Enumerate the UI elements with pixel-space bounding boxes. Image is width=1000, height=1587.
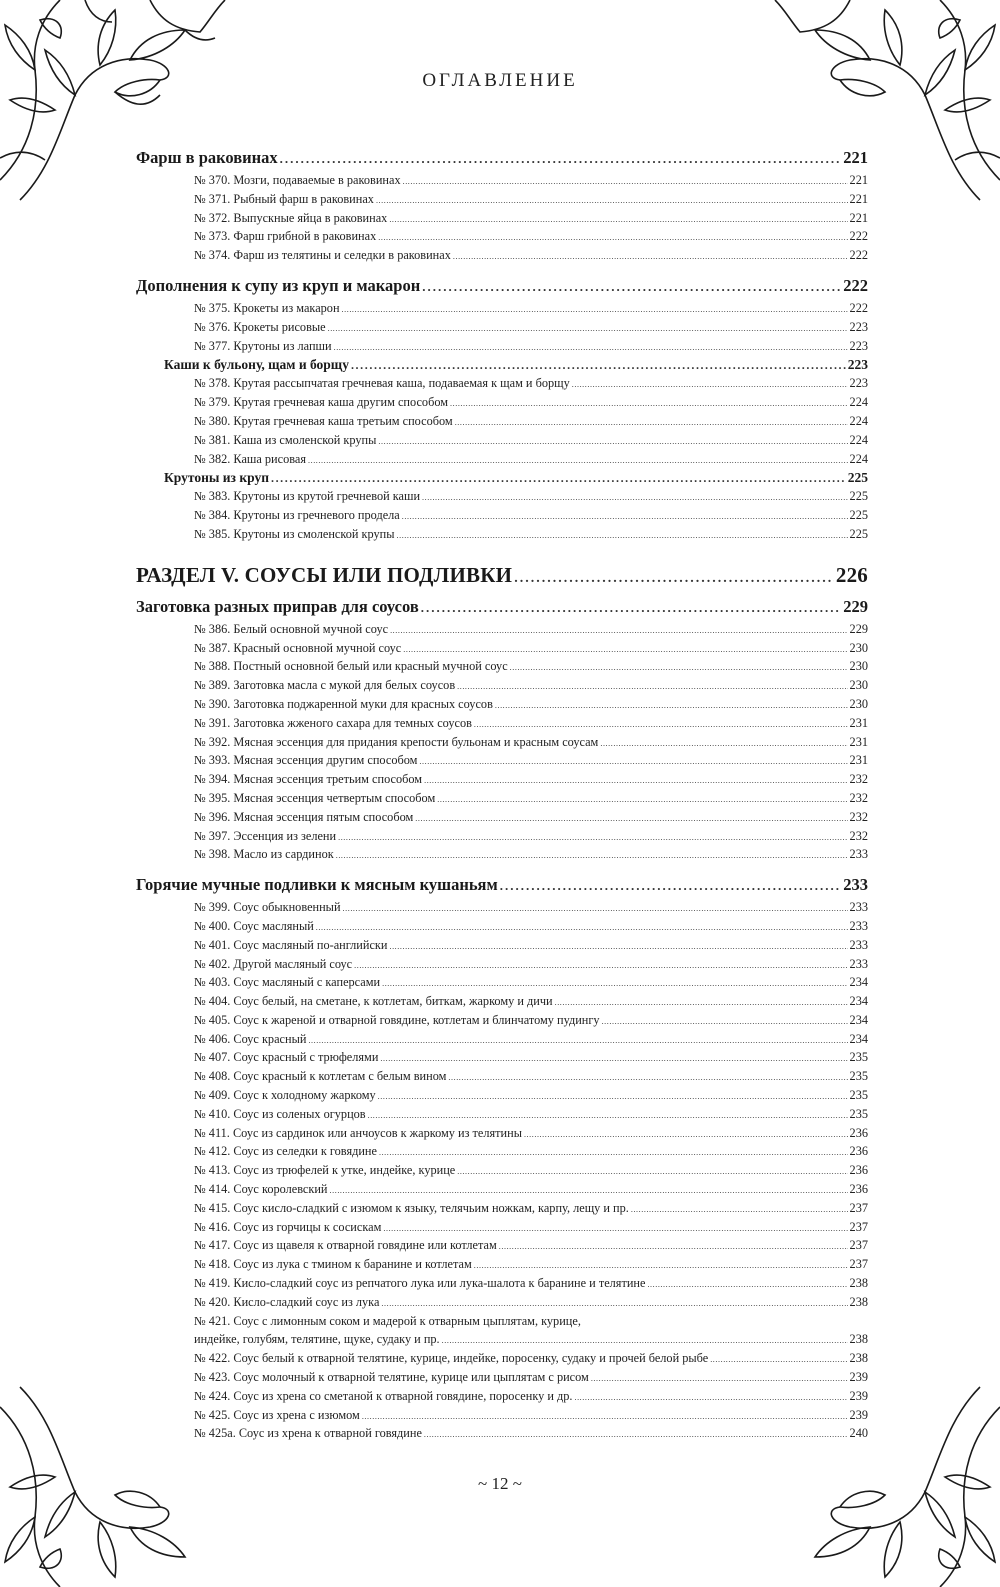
leader-dots: [383, 1218, 847, 1237]
toc-entry[interactable]: [136, 393, 868, 412]
toc-entry-title: № 373. Фарш грибной в раковинах: [194, 229, 377, 244]
leader-dots: [495, 695, 848, 714]
toc-entry-title: № 386. Белый основной мучной соус: [194, 621, 389, 636]
leader-dots: [499, 1236, 848, 1255]
toc-page-number: 222: [849, 229, 868, 244]
toc-section-heading[interactable]: [136, 273, 868, 299]
toc-entry-title: № 401. Соус масляный по-английски: [194, 937, 388, 952]
toc-page-number: 225: [847, 470, 868, 486]
leader-dots: [328, 318, 848, 337]
toc-entry-title: № 385. Крутоны из смоленской крупы: [194, 526, 395, 541]
toc-entry[interactable]: [136, 770, 868, 789]
toc-entry-title: № 402. Другой масляный соус: [194, 956, 353, 971]
leader-dots: [424, 770, 847, 789]
leader-dots: [336, 845, 848, 864]
toc-entry-title: № 403. Соус масляный с каперсами: [194, 975, 381, 990]
toc-entry-title: № 416. Соус из горчицы к сосискам: [194, 1219, 382, 1234]
toc-entry-title: № 380. Крутая гречневая каша третьим способом: [194, 413, 453, 428]
toc-entry-title: № 394. Мясная эссенция третьим способом: [194, 772, 423, 787]
leader-dots: [342, 299, 848, 318]
toc-entry[interactable]: [136, 1086, 868, 1105]
toc-entry-title: № 422. Соус белый к отварной телятине, курице, индейке, поросенку, судаку и прочей белой рыбе: [194, 1351, 709, 1366]
toc-entry[interactable]: [136, 973, 868, 992]
toc-part-heading[interactable]: [136, 558, 868, 592]
toc-page-number: 223: [849, 338, 868, 353]
leader-dots: [378, 1086, 848, 1105]
leader-dots: [381, 1293, 847, 1312]
toc-page-number: 223: [849, 319, 868, 334]
toc-entry[interactable]: [136, 1105, 868, 1124]
leader-dots: [631, 1199, 848, 1218]
leader-dots: [457, 676, 847, 695]
leader-dots: [455, 412, 848, 431]
toc-page-number: 233: [849, 900, 868, 915]
toc-entry[interactable]: [136, 620, 868, 639]
toc-entry-continuation[interactable]: [136, 1330, 868, 1349]
toc-entry[interactable]: [136, 1067, 868, 1086]
toc-entry[interactable]: [136, 1124, 868, 1143]
leader-dots: [397, 525, 848, 544]
leader-dots: [419, 751, 847, 770]
toc-page-number: 239: [849, 1370, 868, 1385]
toc-entry-title: № 405. Соус к жареной и отварной говядине, котлетам и блинчатому пудингу: [194, 1012, 600, 1027]
toc-page-number: 229: [849, 621, 868, 636]
toc-entry[interactable]: [136, 808, 868, 827]
leader-dots: [572, 374, 848, 393]
toc-page-number: 221: [849, 210, 868, 225]
toc-section-title: Дополнения к супу из круп и макарон: [136, 275, 421, 295]
toc-page-number: 221: [849, 173, 868, 187]
toc-entry[interactable]: [136, 171, 868, 190]
toc-page-number: 224: [849, 432, 868, 447]
leader-dots: [362, 1406, 848, 1425]
leader-dots: [647, 1274, 847, 1293]
toc-entry[interactable]: [136, 639, 868, 658]
toc-page-number: 229: [843, 596, 868, 616]
toc-page-number: 231: [849, 715, 868, 730]
toc-page-number: 232: [849, 809, 868, 824]
toc-page-number: 221: [843, 148, 868, 167]
toc-entry[interactable]: [136, 1218, 868, 1237]
toc-page-number: 232: [849, 772, 868, 787]
leader-dots: [422, 273, 841, 299]
toc-page-number: 232: [849, 828, 868, 843]
toc-entry-title: № 378. Крутая рассыпчатая гречневая каша, подаваемая к щам и борщу: [194, 376, 570, 391]
leader-dots: [389, 936, 847, 955]
leader-dots: [421, 594, 842, 620]
leader-dots: [403, 171, 848, 190]
toc-entry-title: № 379. Крутая гречневая каша другим способом: [194, 395, 449, 410]
toc-entry[interactable]: [136, 1030, 868, 1049]
toc-entry-title: № 414. Соус королевский: [194, 1182, 328, 1197]
toc-page-number: 236: [849, 1182, 868, 1197]
toc-entry[interactable]: [136, 412, 868, 431]
toc-entry[interactable]: [136, 1011, 868, 1030]
leader-dots: [382, 973, 847, 992]
leader-dots: [448, 1067, 847, 1086]
leader-dots: [390, 620, 847, 639]
toc-page-number: 239: [849, 1388, 868, 1403]
leader-dots: [500, 872, 842, 898]
toc-page-number: 237: [849, 1257, 868, 1272]
toc-page-number: 236: [849, 1144, 868, 1159]
toc-page-number: 231: [849, 753, 868, 768]
toc-page-number: 234: [849, 994, 868, 1009]
toc-entry[interactable]: [136, 1424, 868, 1443]
toc-entry[interactable]: [136, 1368, 868, 1387]
toc-entry-title: № 407. Соус красный с трюфелями: [194, 1050, 379, 1065]
toc-section-title: Фарш в раковинах: [136, 148, 278, 167]
toc-entry[interactable]: [136, 209, 868, 228]
toc-entry-title: № 376. Крокеты рисовые: [194, 319, 326, 334]
leader-dots: [389, 209, 847, 228]
toc-subsection-title: Крутоны из круп: [164, 470, 269, 486]
leader-dots: [402, 506, 848, 525]
toc-entry[interactable]: [136, 431, 868, 450]
leader-dots: [368, 1105, 848, 1124]
toc-entry-title: № 370. Мозги, подаваемые в раковинах: [194, 173, 401, 187]
toc-page-number: 225: [849, 508, 868, 523]
toc-entry-title: № 411. Соус из сардинок или анчоусов к жаркому из телятины: [194, 1125, 522, 1140]
leader-dots: [474, 1255, 848, 1274]
toc-entry-title: № 399. Соус обыкновенный: [194, 900, 341, 915]
toc-page-number: 234: [849, 1031, 868, 1046]
toc-entry[interactable]: [136, 318, 868, 337]
leader-dots: [442, 1330, 848, 1349]
toc-page-number: 237: [849, 1200, 868, 1215]
leader-dots: [330, 1180, 848, 1199]
toc-entry-title: № 406. Соус красный: [194, 1031, 307, 1046]
toc-entry-title: № 424. Соус из хрена со сметаной к отварной говядине, поросенку и др.: [194, 1388, 573, 1403]
toc-entry-title: № 387. Красный основной мучной соус: [194, 640, 402, 655]
toc-entry[interactable]: [136, 190, 868, 209]
toc-entry[interactable]: [136, 733, 868, 752]
toc-entry-title: № 420. Кисло-сладкий соус из лука: [194, 1294, 380, 1309]
toc-page-number: 237: [849, 1238, 868, 1253]
toc-entry[interactable]: [136, 1236, 868, 1255]
leader-dots: [376, 190, 848, 209]
toc-page-number: 226: [835, 562, 868, 587]
toc-page-number: 238: [849, 1351, 868, 1366]
toc-section-title: Заготовка разных приправ для соусов: [136, 596, 419, 616]
leader-dots: [308, 450, 848, 469]
toc-page-number: 233: [849, 937, 868, 952]
toc-entry[interactable]: [136, 487, 868, 506]
toc-subsection-title: Каши к бульону, щам и борщу: [164, 357, 349, 373]
toc-page-number: 235: [849, 1050, 868, 1065]
toc-page-number: 231: [849, 734, 868, 749]
toc-page-number: 237: [849, 1219, 868, 1234]
toc-entry[interactable]: [136, 827, 868, 846]
toc-page-number: 235: [849, 1088, 868, 1103]
toc-entry-title: № 396. Мясная эссенция пятым способом: [194, 809, 414, 824]
toc-entry-title: № 375. Крокеты из макарон: [194, 300, 340, 315]
toc-page-number: 239: [849, 1407, 868, 1422]
toc-page-number: 233: [849, 956, 868, 971]
toc-entry-title: № 395. Мясная эссенция четвертым способом: [194, 790, 436, 805]
toc-entry-title: № 413. Соус из трюфелей к утке, индейке, курице: [194, 1163, 456, 1178]
toc-entry[interactable]: [136, 992, 868, 1011]
toc-page-number: 224: [849, 413, 868, 428]
toc-page-number: 236: [849, 1125, 868, 1140]
toc-entry-title: № 412. Соус из селедки к говядине: [194, 1144, 377, 1159]
leader-dots: [450, 393, 848, 412]
leader-dots: [271, 468, 846, 487]
toc-entry-title: № 417. Соус из щавеля к отварной говядине или котлетам: [194, 1238, 497, 1253]
toc-entry-title: № 421. Соус с лимонным соком и мадерой к отварным цыплятам, курице,: [194, 1313, 581, 1328]
toc-entry[interactable]: [136, 374, 868, 393]
toc-entry-title: № 382. Каша рисовая: [194, 451, 306, 466]
toc-entry[interactable]: [136, 1406, 868, 1425]
toc-page-number: 233: [849, 918, 868, 933]
toc-subsection-heading[interactable]: [136, 468, 868, 487]
toc-entry-title: № 383. Крутоны из крутой гречневой каши: [194, 489, 421, 504]
toc-page-number: 238: [849, 1294, 868, 1309]
toc-entry-title: № 389. Заготовка масла с мукой для белых соусов: [194, 678, 456, 693]
leader-dots: [437, 789, 847, 808]
toc-entry[interactable]: [136, 1255, 868, 1274]
leader-dots: [415, 808, 847, 827]
leader-dots: [602, 1011, 848, 1030]
toc-entry-title: № 374. Фарш из телятины и селедки в раковинах: [194, 248, 451, 263]
toc-entry-title: № 418. Соус из лука с тмином к баранине и котлетам: [194, 1257, 472, 1272]
toc-entry[interactable]: [136, 789, 868, 808]
toc-entry[interactable]: [136, 1387, 868, 1406]
toc-entry-title: № 423. Соус молочный к отварной телятине, курице или цыплятам с рисом: [194, 1370, 589, 1385]
toc-page-number: 234: [849, 1012, 868, 1027]
leader-dots: [280, 145, 842, 171]
toc-entry[interactable]: [136, 1274, 868, 1293]
toc-entry-title: № 377. Крутоны из лапши: [194, 338, 332, 353]
toc-entry-title: № 393. Мясная эссенция другим способом: [194, 753, 418, 768]
toc-section-heading[interactable]: [136, 594, 868, 620]
toc-entry-title: № 398. Масло из сардинок: [194, 847, 334, 862]
toc-page-number: 235: [849, 1106, 868, 1121]
toc-entry[interactable]: [136, 917, 868, 936]
toc-page-number: 232: [849, 790, 868, 805]
toc-entry-title: № 392. Мясная эссенция для придания крепости бульонам и красным соусам: [194, 734, 599, 749]
toc-entry[interactable]: [136, 1048, 868, 1067]
toc-entry-title: № 371. Рыбный фарш в раковинах: [194, 191, 374, 206]
toc-entry-title: № 381. Каша из смоленской крупы: [194, 432, 377, 447]
leader-dots: [524, 1124, 848, 1143]
toc-page-number: 238: [849, 1332, 868, 1347]
toc-page-number: 234: [849, 975, 868, 990]
toc-entry-title: № 391. Заготовка жженого сахара для темных соусов: [194, 715, 472, 730]
toc-page-number: 230: [849, 696, 868, 711]
table-of-contents: [136, 143, 868, 1443]
toc-entry[interactable]: [136, 1180, 868, 1199]
page-title: ОГЛАВЛЕНИЕ: [422, 70, 578, 91]
leader-dots: [378, 431, 847, 450]
leader-dots: [343, 898, 848, 917]
toc-page-number: 221: [849, 191, 868, 206]
toc-page-number: 225: [849, 489, 868, 504]
toc-entry[interactable]: [136, 506, 868, 525]
toc-entry-title: № 397. Эссенция из зелени: [194, 828, 337, 843]
toc-page-number: 222: [849, 300, 868, 315]
toc-entry[interactable]: [136, 955, 868, 974]
leader-dots: [379, 1142, 848, 1161]
toc-entry[interactable]: [136, 1293, 868, 1312]
toc-entry-title: № 384. Крутоны из гречневого продела: [194, 508, 400, 523]
toc-entry[interactable]: [136, 936, 868, 955]
toc-entry[interactable]: [136, 695, 868, 714]
toc-section-title: Горячие мучные подливки к мясным кушаньям: [136, 875, 498, 895]
toc-entry[interactable]: [136, 246, 868, 265]
toc-entry-title: № 425а. Соус из хрена к отварной говядине: [194, 1426, 422, 1441]
toc-entry[interactable]: [136, 1142, 868, 1161]
toc-entry[interactable]: [136, 227, 868, 246]
toc-entry[interactable]: [136, 1199, 868, 1218]
leader-dots: [334, 337, 848, 356]
toc-page-number: 224: [849, 451, 868, 466]
toc-entry[interactable]: [136, 450, 868, 469]
leader-dots: [378, 227, 847, 246]
leader-dots: [424, 1424, 848, 1443]
toc-subsection-heading[interactable]: [136, 355, 868, 374]
page-number: ~ 12 ~: [478, 1474, 522, 1493]
toc-entry[interactable]: [136, 1349, 868, 1368]
toc-part-title: РАЗДЕЛ V. СОУСЫ ИЛИ ПОДЛИВКИ: [136, 562, 513, 587]
toc-entry[interactable]: [136, 1312, 868, 1331]
toc-entry[interactable]: [136, 525, 868, 544]
toc-entry[interactable]: [136, 337, 868, 356]
leader-dots: [457, 1161, 847, 1180]
toc-entry-title: № 415. Соус кисло-сладкий с изюмом к языку, телячьим ножкам, карпу, лещу и пр.: [194, 1200, 629, 1215]
leader-dots: [474, 714, 848, 733]
toc-page-number: 236: [849, 1163, 868, 1178]
leader-dots: [710, 1349, 847, 1368]
leader-dots: [453, 246, 848, 265]
toc-section-heading[interactable]: [136, 145, 868, 171]
toc-page-number: 223: [849, 376, 868, 391]
leader-dots: [403, 639, 847, 658]
toc-page-number: 223: [847, 357, 868, 373]
toc-entry[interactable]: [136, 845, 868, 864]
toc-page-number: 240: [849, 1426, 868, 1441]
leader-dots: [422, 487, 848, 506]
toc-entry-title: № 419. Кисло-сладкий соус из репчатого лука или лука-шалота к баранине и телятине: [194, 1276, 646, 1291]
leader-dots: [380, 1048, 847, 1067]
toc-entry[interactable]: [136, 751, 868, 770]
toc-page-number: 233: [849, 847, 868, 862]
leader-dots: [574, 1387, 847, 1406]
toc-page-number: 225: [849, 526, 868, 541]
leader-dots: [351, 355, 846, 374]
toc-entry-title: № 388. Постный основной белый или красный мучной соус: [194, 659, 508, 674]
leader-dots: [316, 917, 848, 936]
leader-dots: [354, 955, 847, 974]
toc-entry-title: индейке, голубям, телятине, щуке, судаку и пр.: [194, 1332, 440, 1347]
leader-dots: [591, 1368, 848, 1387]
toc-page-number: 230: [849, 659, 868, 674]
toc-entry[interactable]: [136, 714, 868, 733]
toc-entry[interactable]: [136, 676, 868, 695]
leader-dots: [600, 733, 847, 752]
toc-entry-title: № 400. Соус масляный: [194, 918, 314, 933]
toc-page-number: 238: [849, 1276, 868, 1291]
toc-entry[interactable]: [136, 1161, 868, 1180]
toc-page-number: 230: [849, 640, 868, 655]
toc-page-number: 224: [849, 395, 868, 410]
toc-entry[interactable]: [136, 898, 868, 917]
leader-dots: [308, 1030, 847, 1049]
toc-entry-title: № 372. Выпускные яйца в раковинах: [194, 210, 388, 225]
toc-page-number: 233: [843, 875, 868, 895]
toc-entry-title: № 404. Соус белый, на сметане, к котлетам, биткам, жаркому и дичи: [194, 994, 553, 1009]
toc-entry-title: № 409. Соус к холодному жаркому: [194, 1088, 376, 1103]
leader-dots: [514, 558, 834, 592]
toc-section-heading[interactable]: [136, 872, 868, 898]
toc-entry-title: № 410. Соус из соленых огурцов: [194, 1106, 366, 1121]
toc-page-number: 222: [843, 275, 868, 295]
toc-page-number: 230: [849, 678, 868, 693]
leader-dots: [338, 827, 847, 846]
toc-entry-title: № 425. Соус из хрена с изюмом: [194, 1407, 360, 1422]
toc-entry[interactable]: [136, 299, 868, 318]
leader-dots: [555, 992, 848, 1011]
toc-entry-title: № 408. Соус красный к котлетам с белым вином: [194, 1069, 447, 1084]
toc-page-number: 222: [849, 248, 868, 263]
leader-dots: [510, 657, 848, 676]
toc-entry-title: № 390. Заготовка поджаренной муки для красных соусов: [194, 696, 493, 711]
toc-entry[interactable]: [136, 657, 868, 676]
toc-page-number: 235: [849, 1069, 868, 1084]
